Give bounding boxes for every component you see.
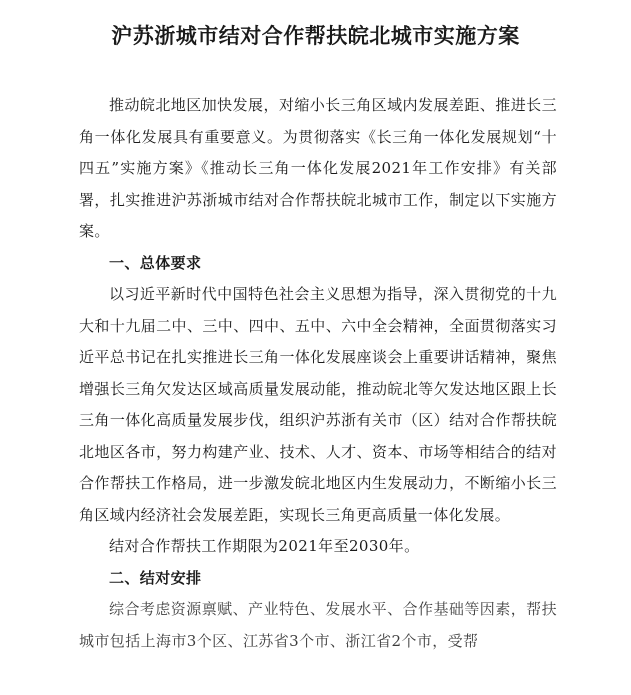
document-title: 沪苏浙城市结对合作帮扶皖北城市实施方案 [111,23,520,48]
document-body [79,90,557,657]
section-heading-general-requirements: 一、总体要求 [109,253,202,272]
pairing-arrangement-paragraph: 综合考虑资源禀赋、产业特色、发展水平、合作基础等因素，帮扶城市包括上海市3个区、江苏省3个市、浙江省2个市，受帮 [79,600,557,650]
intro-paragraph: 推动皖北地区加快发展，对缩小长三角区域内发展差距、推进长三角一体化发展具有重要意义。为贯彻落实《长三角一体化发展规划“十四五”实施方案》《推动长三角一体化发展2021年工作安排》有关部署，扎实推进沪苏浙城市结对合作帮扶皖北城市工作，制定以下实施方案。 [79,96,557,240]
section-heading-pairing-arrangement: 二、结对安排 [109,568,202,587]
general-requirements-paragraph: 以习近平新时代中国特色社会主义思想为指导，深入贯彻党的十九大和十九届二中、三中、四中、五中、六中全会精神，全面贯彻落实习近平总书记在扎实推进长三角一体化发展座谈会上重要讲话精神，聚焦增强长三角欠发达区域高质量发展动能，推动皖北等欠发达地区跟上长三角一体化高质量发展步伐，组织沪苏浙有关市（区）结对合作帮扶皖北地区各市，努力构建产业、技术、人才、资本、市场等相结合的结对合作帮扶工作格局，进一步激发皖北地区内生发展动力，不断缩小长三角区域内经济社会发展差距，实现长三角更高质量一体化发展。 [79,285,557,524]
work-period-paragraph: 结对合作帮扶工作期限为2021年至2030年。 [109,537,420,555]
